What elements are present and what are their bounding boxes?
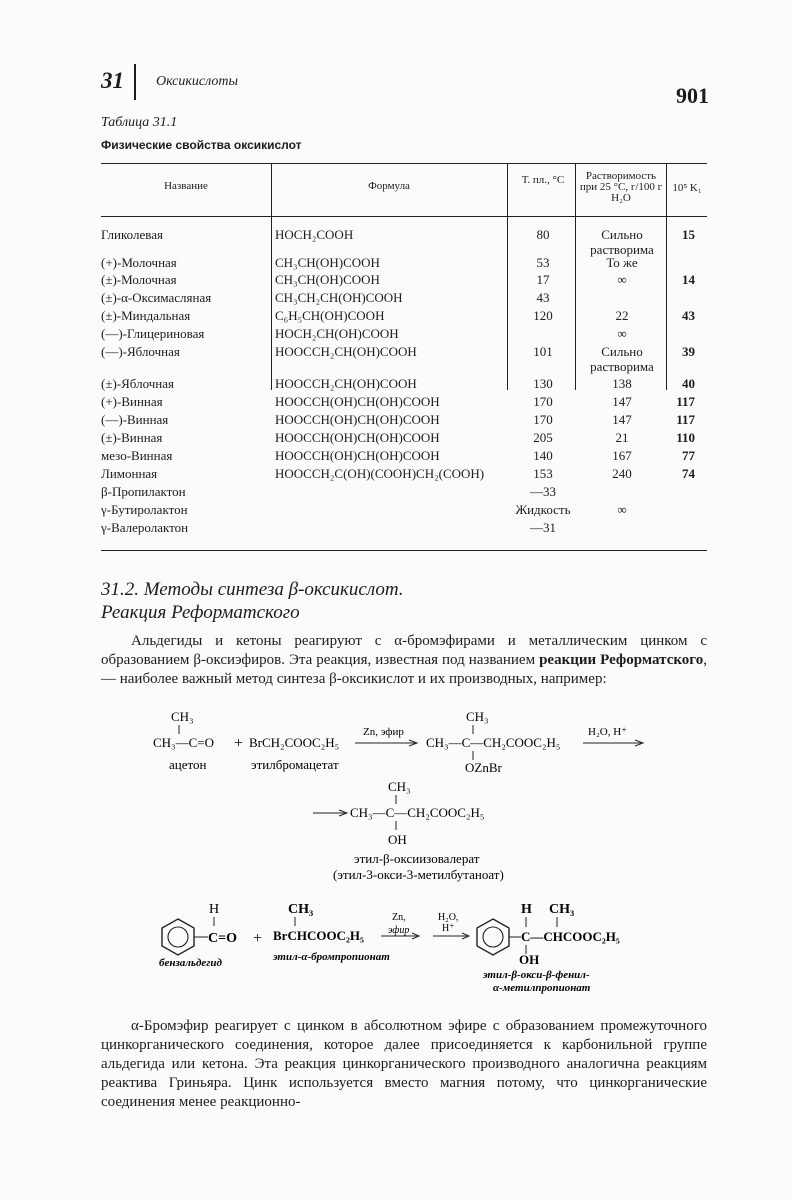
- acid-label: H⁺: [442, 923, 455, 934]
- plus-sign: +: [253, 930, 263, 947]
- table-cell-k: 117: [676, 394, 695, 409]
- product-name-line2: α-метилпропионат: [493, 982, 591, 994]
- header-divider: [134, 64, 136, 100]
- hydrogen-atom: H: [209, 902, 220, 917]
- hydroxyl-group: OH: [388, 832, 407, 847]
- table-cell-solubility: 240: [612, 466, 632, 481]
- column-header-k: 10⁵ K₁: [672, 182, 702, 194]
- table-cell-k: 117: [676, 412, 695, 427]
- table-cell-name: (—)-Глицериновая: [101, 326, 205, 341]
- aromatic-circle: [483, 927, 503, 947]
- table-cell-solubility: 22: [615, 308, 629, 323]
- plus-sign: +: [234, 735, 244, 752]
- table-cell-solubility: 147: [612, 394, 632, 409]
- table-cell-melting-point: 53: [536, 255, 550, 270]
- column-header-name: Название: [164, 180, 208, 192]
- table-cell-formula: HOOCCH(OH)CH(OH)COOH: [275, 394, 440, 409]
- table-cell-k: 74: [682, 466, 695, 481]
- product-name-line1: этил-β-окси-β-фенил-: [483, 969, 590, 981]
- table-cell-k: 14: [682, 272, 695, 287]
- table-cell-name: (—)-Винная: [101, 412, 169, 427]
- ether-label: эфир: [388, 925, 410, 936]
- acetone-formula: CH₃—C=O: [153, 735, 214, 750]
- table-cell-formula: HOOCCH₂C(OH)(COOH)CH₂(COOH): [275, 466, 485, 481]
- section-title: [101, 578, 404, 624]
- label-bromoester: этил-α-бромпропионат: [273, 951, 390, 963]
- section-title-line2: Реакция Реформатского: [101, 602, 300, 623]
- water-label: H₂O,: [438, 912, 459, 923]
- reaction-scheme-acetone: [101, 705, 707, 885]
- column-header-solubility: Растворимость при 25 °С, г/100 г H₂O: [579, 170, 663, 204]
- table-cell-melting-point: 120: [533, 308, 553, 323]
- table-top-rule: [101, 163, 707, 164]
- table-cell-name: (—)-Яблочная: [101, 344, 180, 359]
- table-cell-melting-point: 170: [533, 394, 553, 409]
- table-cell-formula: HOOCCH(OH)CH(OH)COOH: [275, 430, 440, 445]
- table-cell-formula: HOOCCH₂CH(OH)COOH: [275, 376, 417, 391]
- table-cell-solubility: ∞: [617, 326, 627, 341]
- table-subtitle: Физические свойства оксикислот: [101, 138, 302, 152]
- table-cell-k: 39: [682, 344, 695, 359]
- column-divider: [271, 163, 272, 390]
- table-cell-name: (±)-Яблочная: [101, 376, 174, 391]
- table-cell-solubility: То же: [606, 255, 638, 270]
- column-header-formula: Формула: [368, 180, 410, 192]
- table-bottom-rule: [101, 550, 707, 551]
- product-formula: CH₃—C—CH₂COOC₂H₅: [350, 805, 485, 820]
- table-cell-melting-point: Жидкость: [515, 502, 571, 517]
- table-cell-formula: CH₃CH(OH)COOH: [275, 272, 380, 287]
- paragraph-text: , — наиболее важный метод синтеза β-оксикислот и их производных, например:: [101, 652, 707, 687]
- methyl-group: CH₃: [466, 709, 489, 724]
- reaction-scheme-svg: [101, 705, 707, 885]
- bromoacetate-formula: BrCH₂COOC₂H₅: [249, 735, 340, 750]
- paragraph-reformatsky: [101, 632, 707, 689]
- table-cell-name: β-Пропилактон: [101, 484, 186, 499]
- table-cell-melting-point: 205: [533, 430, 553, 445]
- table-cell-solubility: 21: [615, 430, 629, 445]
- table-cell-k: 43: [682, 308, 695, 323]
- table-cell-melting-point: 17: [536, 272, 550, 287]
- table-cell-melting-point: 101: [533, 344, 553, 359]
- column-divider: [507, 163, 508, 390]
- table-cell-k: 77: [682, 448, 695, 463]
- table-cell-formula: HOCH₂COOH: [275, 227, 354, 242]
- table-cell-solubility: Сильно растворима: [590, 344, 654, 374]
- table-cell-formula: HOOCCH(OH)CH(OH)COOH: [275, 412, 440, 427]
- column-divider: [575, 163, 576, 390]
- hydroxyl-group: OH: [519, 952, 540, 967]
- table-cell-name: Лимонная: [101, 466, 158, 481]
- zinc-reagent-label: Zn,: [392, 912, 406, 923]
- table-cell-solubility: 147: [612, 412, 632, 427]
- table-cell-formula: HOCH₂CH(OH)COOH: [275, 326, 399, 341]
- bromoester-formula: BrCHCOOC₂H₅: [273, 928, 364, 943]
- table-cell-name: (±)-Винная: [101, 430, 163, 445]
- table-cell-formula: HOOCCH(OH)CH(OH)COOH: [275, 448, 440, 463]
- hydrogen-atom: H: [521, 902, 532, 917]
- column-header-melting-point: Т. пл., °С: [521, 174, 565, 186]
- label-acetone: ацетон: [169, 757, 207, 772]
- table-cell-solubility: 138: [612, 376, 632, 391]
- table-cell-name: (+)-Молочная: [101, 255, 177, 270]
- table-cell-formula: CH₃CH₂CH(OH)COOH: [275, 290, 403, 305]
- properties-table: [101, 163, 707, 553]
- label-ethyl-bromoacetate: этилбромацетат: [251, 757, 339, 772]
- section-title-line1: 31.2. Методы синтеза β-оксикислот.: [101, 579, 404, 600]
- table-caption: Таблица 31.1: [101, 115, 178, 130]
- aromatic-circle: [168, 927, 188, 947]
- table-cell-formula: CH₃CH(OH)COOH: [275, 255, 380, 270]
- label-benzaldehyde: бензальдегид: [159, 957, 222, 969]
- table-cell-name: γ-Валеролактон: [101, 520, 189, 535]
- table-cell-formula: HOOCCH₂CH(OH)COOH: [275, 344, 417, 359]
- intermediate-formula: CH₃—C—CH₂COOC₂H₅: [426, 735, 561, 750]
- reaction-name: реакции Реформатского: [539, 652, 704, 668]
- table-cell-name: (±)-Молочная: [101, 272, 177, 287]
- table-cell-name: Гликолевая: [101, 227, 163, 242]
- table-cell-melting-point: —33: [530, 484, 556, 499]
- table-cell-k: 15: [682, 227, 695, 242]
- arrow-condition-label: Zn, эфир: [363, 726, 404, 738]
- reaction-scheme-svg: [101, 900, 707, 995]
- table-cell-k: 40: [682, 376, 695, 391]
- table-cell-melting-point: —31: [530, 520, 556, 535]
- table-cell-melting-point: 153: [533, 466, 553, 481]
- table-cell-k: 110: [676, 430, 695, 445]
- chapter-title: Оксикислоты: [156, 74, 238, 89]
- paragraph-text: Альдегиды и кетоны реагируют с α-бромэфирами и металлическим цинком с образованием β-оксиэфиров. Эта реакция, известная под названием: [101, 633, 707, 668]
- methyl-group: CH₃: [288, 902, 314, 917]
- table-cell-melting-point: 43: [536, 290, 550, 305]
- table-cell-melting-point: 130: [533, 376, 553, 391]
- table-cell-name: (+)-Винная: [101, 394, 163, 409]
- page-number: 901: [676, 83, 709, 108]
- ozinc-group: OZnBr: [465, 760, 502, 775]
- table-cell-solubility: Сильно растворима: [590, 227, 654, 257]
- table-cell-melting-point: 170: [533, 412, 553, 427]
- methyl-group: CH₃: [549, 902, 575, 917]
- table-header-rule: [101, 216, 707, 217]
- paragraph-mechanism: α-Бромэфир реагирует с цинком в абсолютном эфире с образованием промежуточного цинкорганического соединения, которое далее присоединяется к карбонильной группе альдегида или кетона. Эта реакция цинкорганического производного аналогична реакциям реактива Гриньяра. Цинк используется вместо магния потому, что цинкорганические соединения менее реакционно-: [101, 1018, 707, 1110]
- benzene-ring-icon: [477, 919, 509, 955]
- carbonyl-group: C=O: [208, 931, 237, 946]
- table-cell-name: γ-Бутиролактон: [101, 502, 188, 517]
- arrow-condition-label: H₂O, H⁺: [588, 726, 627, 738]
- product-formula: C—CHCOOC₂H₅: [521, 929, 620, 944]
- methyl-group: CH₃: [388, 779, 411, 794]
- benzene-ring-icon: [162, 919, 194, 955]
- methyl-group: CH₃: [171, 709, 194, 724]
- table-cell-name: (±)-α-Оксимасляная: [101, 290, 212, 305]
- product-name: этил-β-оксиизовалерат: [354, 851, 480, 866]
- table-cell-solubility: 167: [612, 448, 632, 463]
- table-cell-solubility: ∞: [617, 272, 627, 287]
- table-cell-formula: C₆H₅CH(OH)COOH: [275, 308, 385, 323]
- product-iupac-name: (этил-3-окси-3-метилбутаноат): [333, 867, 504, 882]
- table-cell-name: мезо-Винная: [101, 448, 173, 463]
- reaction-scheme-benzaldehyde: [101, 900, 707, 995]
- table-cell-solubility: ∞: [617, 502, 627, 517]
- table-cell-name: (±)-Миндальная: [101, 308, 191, 323]
- chapter-number: 31: [101, 68, 124, 93]
- table-cell-melting-point: 140: [533, 448, 553, 463]
- table-cell-melting-point: 80: [536, 227, 550, 242]
